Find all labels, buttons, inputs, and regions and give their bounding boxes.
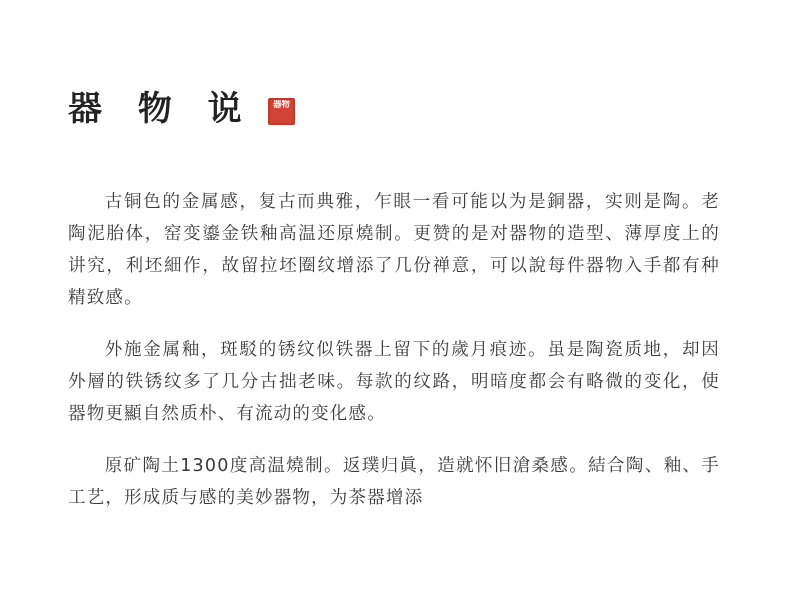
seal-glyph: 器物	[272, 99, 290, 110]
red-seal-stamp-icon	[268, 98, 295, 125]
paragraph: 古铜色的金属感，复古而典雅，乍眼一看可能以为是銅器，实则是陶。老陶泥胎体，窑变鎏金铁釉高温还原燒制。更赞的是对器物的造型、薄厚度上的讲究，利坯細作，故留拉坯圈纹增添了几份禅意，可以說每件器物入手都有种精致感。	[68, 192, 720, 308]
page-title: 器 物 说	[68, 89, 254, 129]
title-row	[68, 89, 295, 129]
paragraph: 外施金属釉，斑駁的锈纹似铁器上留下的歲月痕迹。虽是陶瓷质地，却因外層的铁锈纹多了几分古拙老味。每款的纹路，明暗度都会有略微的变化，使器物更顯自然质朴、有流动的变化感。	[68, 340, 720, 424]
body-text	[68, 186, 720, 514]
paragraph: 原矿陶土1300度高温燒制。返璞归眞，造就怀旧滄桑感。結合陶、釉、手工艺，形成质与感的美妙器物，为茶器增添	[68, 456, 720, 508]
